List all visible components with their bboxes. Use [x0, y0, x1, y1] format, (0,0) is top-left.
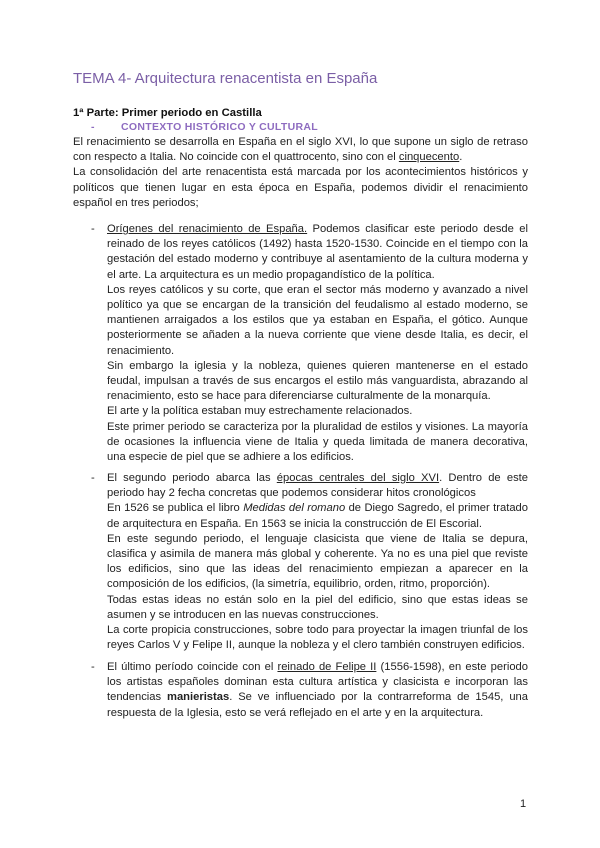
document-title: TEMA 4- Arquitectura renacentista en España [73, 70, 378, 87]
item1-paragraph-5: Este primer periodo se caracteriza por la pluralidad de estilos y visiones. La mayoría de ocasiones la influencia viene de Italia y queda limitada de manera decorativa, una especie de piel que se adhiere a los edificios. [107, 420, 528, 464]
item2-paragraph-3: En este segundo periodo, el lenguaje clasicista que viene de Italia se depura, clasifica y asimila de manera más global y coherente. Ya no es una piel que reviste los edificios, sino que las ideas del renacimiento empiezan a aparecer en la composición de los edificios, (la simetría, equilibrio, orden, ritmo, proporción). [107, 532, 528, 591]
item2-paragraph-5: La corte propicia construcciones, sobre todo para proyectar la imagen triunfal de los reyes Carlos V y Felipe II, aunque la nobleza y el clero también construyen edificios. [107, 624, 528, 652]
part-heading: 1ª Parte: Primer periodo en Castilla [73, 107, 262, 119]
underlined-term: reinado de Felipe II [277, 661, 377, 673]
underlined-term: cinquecento [398, 151, 460, 164]
item3-text-mid: (1556-1598), en este periodo los artistas españoles dominan esta cultura artística y clasicista e incorporan las tendencias [107, 661, 528, 704]
item1-paragraph-2: Los reyes católicos y su corte, que eran el sector más moderno y avanzado a nivel político ya que se encargan de la transición del feudalismo al estado moderno, se mantienen arraigados a los estilos que ya estaban en España, el gótico. Aunque posteriormente se añaden a la nueva corriente que viene desde Italia, es decir, el renacimiento. [107, 283, 528, 357]
underlined-term: épocas centrales del siglo XVI [276, 472, 440, 484]
book-title: Medidas del romano [243, 502, 346, 515]
item1-paragraph-3: Sin embargo la iglesia y la nobleza, quienes quieren mantenerse en el estado feudal, impulsan a través de sus encargos el estilo más vanguardista, abrazando al renacimiento, esto se hace para diferenciarse culturalmente de la monarquía. [107, 359, 528, 403]
item1-text: Podemos clasificar este periodo desde el reinado de los reyes católicos (1492) hasta 1520-1530. Coincide en el tiempo con la gestación del estado moderno y contribuye al asentamiento de la cultura moderna y el arte. La arquitectura es un medio propagandístico de la política. [107, 223, 528, 281]
item3-paragraph-1 [107, 660, 528, 721]
item2-text-end: . Dentro de este periodo hay 2 fecha concretas que podemos considerar hitos cronológicos [107, 472, 528, 500]
item3-text-end: . Se ve influenciado por la contrarreforma de 1545, una respuesta de la Iglesia, esto se verá reflejado en el arte y en la arquitectura. [107, 691, 528, 719]
bold-term: manieristas [167, 691, 230, 704]
item1-paragraph-4: El arte y la política estaban muy estrechamente relacionados. [107, 405, 413, 418]
list-item-1-body [107, 222, 528, 465]
item1-paragraph-1 [107, 222, 528, 283]
page-number: 1 [520, 798, 527, 810]
item2-paragraph-2 [107, 501, 528, 531]
list-item-3-body [107, 660, 528, 721]
underlined-term: Orígenes del renacimiento de España. [107, 223, 308, 235]
intro-text: El renacimiento se desarrolla en España en el siglo XVI, lo que supone un siglo de retraso con respecto a Italia. No coincide con el quattrocento, sino con el [73, 136, 528, 164]
item3-text: El último período coincide con el [107, 661, 278, 673]
bullet-dash: - [91, 223, 95, 235]
intro-paragraph-1 [73, 135, 528, 165]
intro-text-end: . [459, 151, 463, 164]
item2-paragraph-4: Todas estas ideas no están solo en la piel del edificio, sino que estas ideas se asumen y se introducen en las nuevas construcciones. [107, 593, 528, 621]
intro-paragraph-2: La consolidación del arte renacentista está marcada por los acontecimientos históricos y políticos que tienen lugar en esta época en España, podemos dividir el renacimiento español en tres periodos; [73, 166, 528, 209]
item2-text: En 1526 se publica el libro [107, 502, 244, 515]
section-label: CONTEXTO HISTÓRICO Y CULTURAL [121, 121, 318, 133]
item2-text: El segundo periodo abarca las [107, 472, 277, 484]
bullet-dash: - [91, 661, 95, 673]
item2-paragraph-1 [107, 471, 528, 501]
bullet-dash: - [91, 472, 95, 484]
section-dash: - [91, 121, 95, 133]
intro-block [73, 135, 528, 211]
item2-text-end: de Diego Sagredo, el primer tratado de arquitectura en España. En 1563 se inicia la construcción de El Escorial. [107, 502, 528, 530]
list-item-2-body [107, 471, 528, 653]
